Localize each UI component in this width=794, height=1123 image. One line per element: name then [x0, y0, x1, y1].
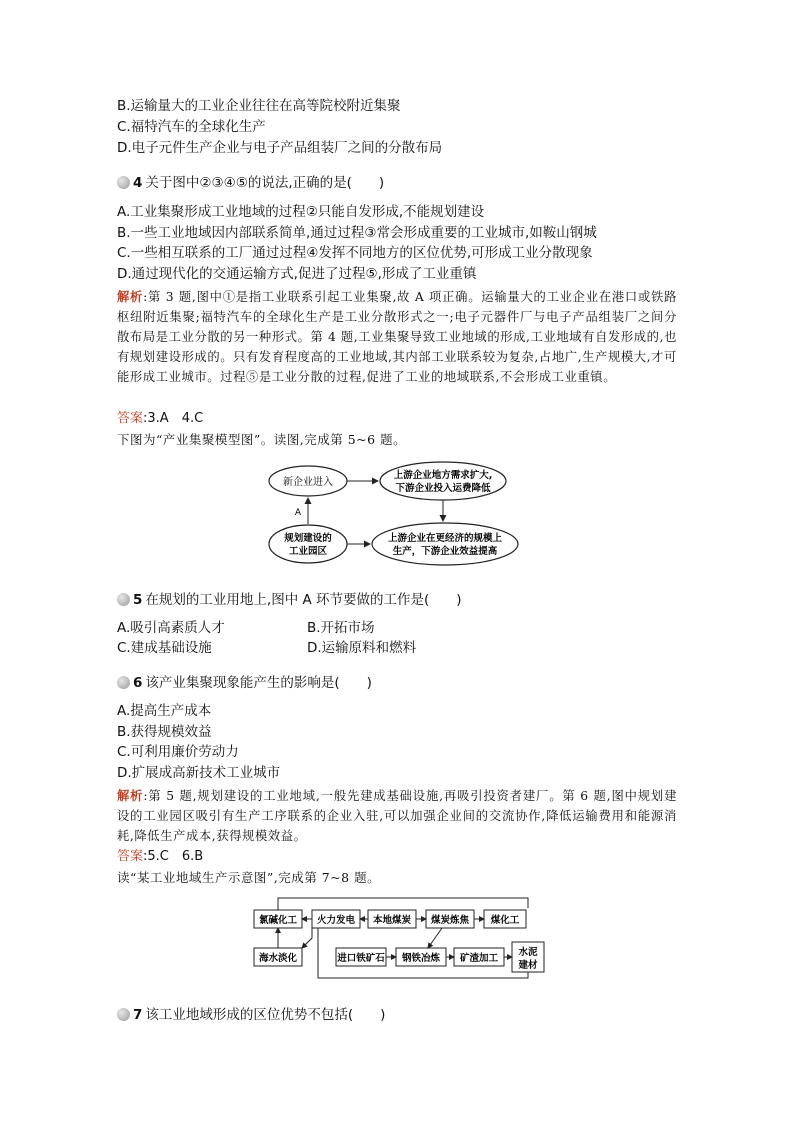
answer-3-4: [117, 410, 203, 428]
coking-box: 煤炭炼焦: [430, 915, 470, 926]
question-stem: 该产业集聚现象能产生的影响是( ): [145, 675, 372, 691]
chlor-alkali-box: 氯碱化工: [258, 915, 298, 926]
question-bullet-icon: [117, 176, 130, 189]
option-3d: D.电子元件生产企业与电子产品组装厂之间的分散布局: [117, 140, 443, 156]
option-3c: C.福特汽车的全球化生产: [117, 119, 266, 135]
option-4b: B.一些工业地域因内部联系简单,通过过程③常会形成重要的工业城市,如鞍山钢城: [117, 225, 597, 241]
option-5c: C.建成基础设施: [117, 640, 212, 656]
upstream-scale-label-1: 上游企业在更经济的规模上: [387, 533, 503, 544]
option-5a: A.吸引高素质人才: [117, 620, 225, 636]
option-5d: D.运输原料和燃料: [307, 640, 417, 656]
coal-chem-box: 煤化工: [490, 915, 520, 926]
option-3b: B.运输量大的工业企业往往在高等院校附近集聚: [117, 98, 401, 114]
question-6: [117, 674, 372, 692]
upstream-scale-node: [372, 523, 518, 565]
upstream-demand-label-2: 下游企业投入运费降低: [395, 483, 491, 494]
explanation-text: :第 3 题,图中①是指工业联系引起工业集聚,故 A 项正确。运输量大的工业企业在港口或铁路枢纽附近集聚;福特汽车的全球化生产是工业分散形式之一;电子元器件厂与电子产品组装厂之间分散布局是工业分散的另一种形式。第 4 题,工业集聚导致工业地域的形成,工业地域有自发形成的,也有规划建设形成的。只有发育程度高的工业地域,其内部工业联系较为复杂,占地广,生产规模大,才可能形成工业城市。过程⑤是工业分散的过程,促进了工业的地域联系,不会形成工业重镇。: [117, 290, 677, 384]
intro-7-8: 读“某工业地域生产示意图”,完成第 7~8 题。: [117, 870, 381, 885]
upstream-demand-label-1: 上游企业地方需求扩大,: [393, 470, 493, 481]
option-4a: A.工业集聚形成工业地域的过程②只能自发形成,不能规划建设: [117, 204, 485, 220]
question-stem: 关于图中②③④⑤的说法,正确的是( ): [145, 175, 385, 191]
question-number: 5: [133, 592, 143, 608]
question-bullet-icon: [117, 1008, 130, 1021]
option-4d: D.通过现代化的交通运输方式,促进了过程⑤,形成了工业重镇: [117, 266, 477, 282]
answer-text: :5.C 6.B: [143, 849, 204, 864]
option-6d: D.扩展成高新技术工业城市: [117, 765, 281, 781]
slag-box: 矿渣加工: [459, 953, 499, 964]
explanation-text: :第 5 题,规划建设的工业地域,一般先建成基础设施,再吸引投资者建厂。第 6 题,图中规划建设的工业园区吸引有生产工序联系的企业入驻,可以加强企业间的交流协作,降低运输费用和能源消耗,降低生产成本,获得规模效益。: [117, 789, 677, 843]
industrial-park-label-2: 工业园区: [288, 546, 328, 557]
question-number: 4: [133, 175, 143, 191]
desalination-box: 海水淡化: [258, 953, 298, 964]
cement-box-2: 建材: [518, 960, 538, 971]
explanation-5-6: [117, 786, 677, 846]
option-6b: B.获得规模效益: [117, 724, 212, 740]
industrial-park-label-1: 规划建设的: [284, 533, 332, 544]
question-stem: 该工业地域形成的区位优势不包括( ): [145, 1007, 386, 1023]
explanation-tag: 解析: [117, 789, 144, 803]
answer-5-6: [117, 848, 203, 866]
answer-text: :3.A 4.C: [143, 411, 204, 426]
question-4: [117, 174, 384, 192]
explanation-3-4: [117, 287, 677, 387]
question-number: 7: [133, 1007, 143, 1023]
new-enterprise-label: 新企业进入: [283, 477, 333, 488]
upstream-scale-label-2: 生产，下游企业效益提高: [392, 546, 498, 557]
intro-5-6: 下图为“产业集聚模型图”。读图,完成第 5~6 题。: [117, 432, 407, 447]
industrial-park-node: [269, 525, 347, 563]
answer-tag: 答案: [117, 849, 144, 864]
cement-box-1: 水泥: [518, 947, 538, 958]
option-5b: B.开拓市场: [307, 620, 375, 636]
iron-ore-box: 进口铁矿石: [337, 953, 385, 964]
upstream-demand-node: [380, 462, 506, 500]
agglomeration-diagram: [262, 458, 534, 574]
question-number: 6: [133, 675, 143, 691]
question-5: [117, 591, 462, 609]
option-4c: C.一些相互联系的工厂通过过程④发挥不同地方的区位优势,可形成工业分散现象: [117, 245, 593, 261]
thermal-power-box: 火力发电: [316, 915, 356, 926]
option-6c: C.可利用廉价劳动力: [117, 744, 239, 760]
question-bullet-icon: [117, 676, 130, 689]
local-coal-box: 本地煤炭: [372, 915, 412, 926]
question-stem: 在规划的工业用地上,图中 A 环节要做的工作是( ): [145, 592, 462, 608]
production-diagram: [252, 892, 548, 984]
option-6a: A.提高生产成本: [117, 703, 212, 719]
explanation-tag: 解析: [117, 290, 144, 304]
question-bullet-icon: [117, 593, 130, 606]
steel-box: 钢铁冶炼: [401, 953, 441, 964]
question-7: [117, 1006, 385, 1024]
arrow-label-a: A: [294, 508, 302, 518]
answer-tag: 答案: [117, 411, 144, 426]
